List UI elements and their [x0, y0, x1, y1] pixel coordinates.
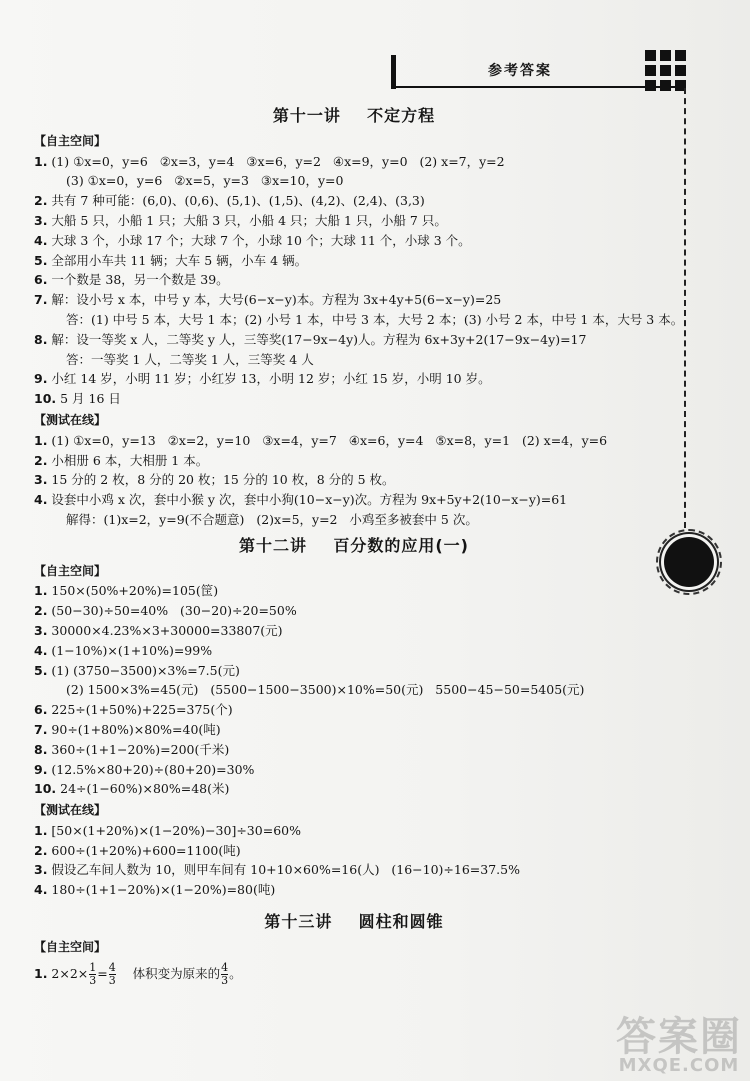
answer-text: 解得：(1)x=2，y=9(不合题意) (2)x=5，y=2 小鸡至多被套中 5 次。 — [66, 511, 478, 527]
answer-text: 大船 5 只，小船 1 只；大船 3 只，小船 4 只；大船 1 只，小船 7 只。 — [47, 212, 447, 228]
lecture-title: 第十一讲 不定方程 — [272, 106, 436, 125]
grid-logo-icon — [645, 50, 687, 92]
item-number: 8. — [34, 331, 48, 347]
answer-text: 30000×4.23%×3+30000=33807(元) — [47, 622, 283, 638]
answer-text: [50×(1+20%)×(1−20%)−30]÷30=60% — [47, 822, 301, 838]
answer-text: 设套中小鸡 x 次，套中小猴 y 次，套中小狗(10−x−y)次。方程为 9x+5y+2(10−x−y)=61 — [47, 492, 568, 508]
item-number: 2. — [34, 603, 48, 619]
answer-text: = — [97, 965, 108, 981]
answer-line — [34, 962, 674, 987]
answer-list — [34, 152, 684, 409]
item-number: 3. — [34, 862, 48, 878]
fraction-denominator: 3 — [89, 973, 97, 987]
header-bar — [391, 55, 396, 89]
fraction-denominator: 3 — [221, 973, 229, 987]
answer-text: 。 — [229, 965, 242, 981]
fraction — [89, 962, 96, 987]
item-number: 2. — [34, 452, 48, 468]
answer-text: 小相册 6 本，大相册 1 本。 — [47, 452, 209, 468]
margin-dashed-line — [684, 88, 686, 528]
item-number: 9. — [34, 761, 48, 777]
answer-line — [34, 641, 674, 661]
answer-line — [34, 211, 674, 231]
answer-line — [34, 231, 674, 251]
fraction-numerator: 1 — [89, 960, 97, 974]
answer-text: 180÷(1+1−20%)×(1−20%)=80(吨) — [47, 882, 276, 898]
item-number: 3. — [34, 472, 48, 488]
item-number: 6. — [34, 272, 48, 288]
item-number: 4. — [34, 492, 48, 508]
item-number: 6. — [34, 702, 48, 718]
answer-line — [34, 389, 674, 409]
section-heading: 【自主空间】 — [34, 133, 107, 148]
answer-text: 解：设一等奖 x 人，二等奖 y 人，三等奖(17−9x−4y)人。方程为 6x+3y+2(17−9x−4y)=17 — [47, 331, 587, 347]
answer-line — [34, 700, 674, 720]
item-number: 4. — [34, 642, 48, 658]
answer-text: 假设乙车间人数为 10，则甲车间有 10+10×60%=16(人) (16−10)÷16=37.5% — [47, 862, 520, 878]
answer-text: 90÷(1+80%)×80%=40(吨) — [47, 721, 221, 737]
answer-line — [34, 251, 674, 271]
answer-line — [34, 152, 674, 172]
header-title: 参考答案 — [488, 63, 552, 79]
answer-line — [34, 369, 674, 389]
answer-text: 全部用小车共 11 辆；大车 5 辆，小车 4 辆。 — [47, 252, 308, 268]
answer-text: 小红 14 岁，小明 11 岁；小红岁 13，小明 12 岁；小红 15 岁，小明 10 岁。 — [47, 371, 491, 387]
answer-list — [34, 821, 674, 900]
answer-line — [34, 270, 674, 290]
item-number: 1. — [34, 822, 48, 838]
answer-text: (1) (3750−3500)×3%=7.5(元) — [47, 662, 240, 678]
answer-text: 150×(50%+20%)=105(筐) — [47, 583, 219, 599]
section-heading: 【测试在线】 — [34, 412, 107, 427]
item-number: 4. — [34, 882, 48, 898]
watermark-url: MXQE.COM — [618, 1055, 740, 1076]
answer-text: 15 分的 2 枚，8 分的 20 枚；15 分的 10 枚，8 分的 5 枚。 — [47, 472, 395, 488]
answer-line — [34, 490, 674, 510]
answer-line — [34, 310, 684, 330]
section-heading: 【自主空间】 — [34, 563, 107, 578]
item-number: 3. — [34, 622, 48, 638]
answer-text: (1) ①x=0，y=6 ②x=3，y=4 ③x=6，y=2 ④x=9，y=0 (2) x=7，y=2 — [47, 153, 505, 169]
answer-text: 5 月 16 日 — [56, 391, 121, 407]
item-number: 5. — [34, 252, 48, 268]
answer-line — [34, 510, 674, 530]
header-rule — [395, 86, 683, 88]
answer-line — [34, 880, 674, 900]
item-number: 1. — [34, 965, 48, 981]
answer-text: 体积变为原来的 — [116, 965, 221, 981]
answer-text: 共有 7 种可能：(6,0)、(0,6)、(5,1)、(1,5)、(4,2)、(2,4)、(3,3) — [47, 193, 425, 209]
answer-text: 大球 3 个，小球 17 个；大球 7 个，小球 10 个；大球 11 个，小球 3 个。 — [47, 232, 471, 248]
answer-line — [34, 621, 674, 641]
item-number: 3. — [34, 212, 48, 228]
fraction-numerator: 4 — [221, 960, 229, 974]
section-heading: 【自主空间】 — [34, 939, 107, 954]
answer-text: (2) 1500×3%=45(元) (5500−1500−3500)×10%=50(元) 5500−45−50=5405(元) — [66, 682, 585, 698]
item-number: 1. — [34, 432, 48, 448]
answer-line — [34, 821, 674, 841]
watermark-text: 答案圈 — [616, 1014, 742, 1060]
item-number: 9. — [34, 371, 48, 387]
answer-line — [34, 171, 674, 191]
item-number: 2. — [34, 193, 48, 209]
fraction — [221, 962, 228, 987]
answer-text: 答：一等奖 1 人，二等奖 1 人，三等奖 4 人 — [66, 351, 314, 367]
answer-line — [34, 470, 674, 490]
item-number: 5. — [34, 662, 48, 678]
answer-text: 2×2× — [47, 965, 89, 981]
answer-line — [34, 680, 674, 700]
answer-line — [34, 431, 674, 451]
answer-text: (50−30)÷50=40% (30−20)÷20=50% — [47, 603, 297, 619]
item-number: 1. — [34, 153, 48, 169]
answer-text: 答：(1) 中号 5 本，大号 1 本；(2) 小号 1 本，中号 3 本，大号 2 本；(3) 小号 2 本，中号 1 本，大号 3 本。 — [66, 311, 684, 327]
item-number: 8. — [34, 741, 48, 757]
fraction-denominator: 3 — [108, 973, 116, 987]
item-number: 10. — [34, 781, 57, 797]
answer-line — [34, 740, 674, 760]
answer-content — [34, 100, 684, 987]
item-number: 4. — [34, 232, 48, 248]
answer-line — [34, 330, 674, 350]
answer-line — [34, 451, 674, 471]
lecture-title: 第十三讲 圆柱和圆锥 — [264, 912, 444, 932]
section-heading: 【测试在线】 — [34, 803, 107, 818]
answer-text: (1) ①x=0，y=13 ②x=2，y=10 ③x=4，y=7 ④x=6，y=4 ⑤x=8，y=1 (2) x=4，y=6 — [47, 432, 608, 448]
answer-text: (3) ①x=0，y=6 ②x=5，y=3 ③x=10，y=0 — [66, 173, 344, 189]
answer-text: 解：设小号 x 本，中号 y 本，大号(6−x−y)本。方程为 3x+4y+5(6−x−y)=25 — [47, 292, 502, 308]
answer-line — [34, 860, 674, 880]
answer-line — [34, 601, 674, 621]
answer-line — [34, 191, 674, 211]
item-number: 7. — [34, 292, 48, 308]
answer-line — [34, 581, 674, 601]
item-number: 2. — [34, 842, 48, 858]
answer-text: 360÷(1+1−20%)=200(千米) — [47, 741, 230, 757]
fraction — [109, 962, 116, 987]
item-number: 1. — [34, 583, 48, 599]
answer-text: 600÷(1+20%)+600=1100(吨) — [47, 842, 241, 858]
answer-line — [34, 350, 674, 370]
answer-line — [34, 290, 674, 310]
item-number: 10. — [34, 391, 57, 407]
answer-text: 一个数是 38，另一个数是 39。 — [47, 272, 229, 288]
fraction-numerator: 4 — [108, 960, 116, 974]
answer-line — [34, 841, 674, 861]
answer-text: 225÷(1+50%)+225=375(个) — [47, 702, 233, 718]
answer-line — [34, 720, 674, 740]
answer-text: (1−10%)×(1+10%)=99% — [47, 642, 213, 658]
lecture-title: 第十二讲 百分数的应用(一) — [239, 535, 469, 555]
answer-text: (12.5%×80+20)÷(80+20)=30% — [47, 761, 255, 777]
item-number: 7. — [34, 721, 48, 737]
answer-line — [34, 661, 674, 681]
answer-list — [34, 581, 674, 799]
answer-text: 24÷(1−60%)×80%=48(米) — [56, 781, 230, 797]
answer-line — [34, 760, 674, 780]
watermark-logo — [616, 1014, 742, 1076]
answer-list — [34, 431, 674, 530]
answer-line — [34, 779, 674, 799]
